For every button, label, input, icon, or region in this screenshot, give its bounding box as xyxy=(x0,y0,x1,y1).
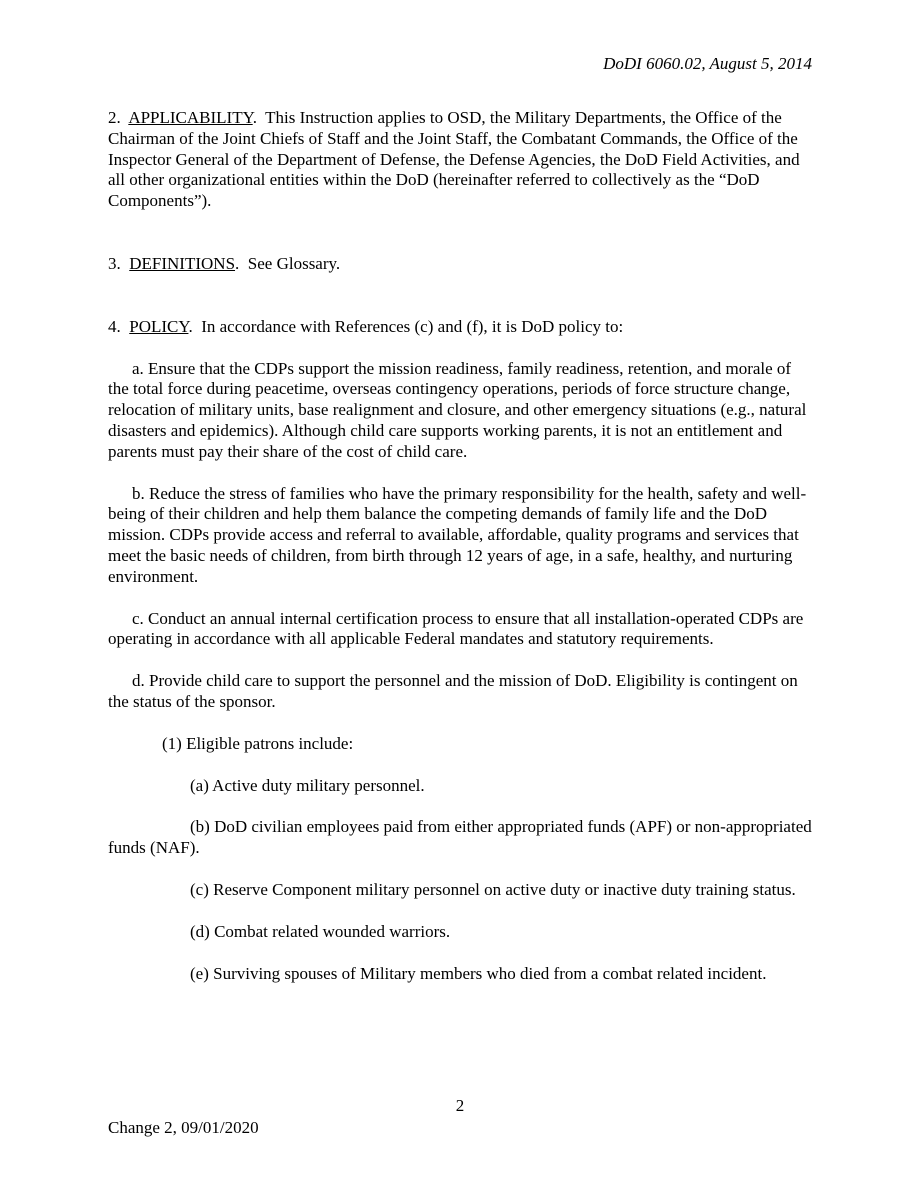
section-title: DEFINITIONS xyxy=(129,253,236,273)
section-number: 4. xyxy=(108,316,121,336)
policy-item-a: a. Ensure that the CDPs support the mission readiness, family readiness, retention, and morale of the total force during peacetime, overseas contingency operations, periods of force structure change, relocation of military units, base realignment and closure, and other emergency situations (e.g., natural disasters and epidemics). Although child care supports working parents, it is not an entitlement and parents must pay their share of the cost of child care. xyxy=(108,358,807,461)
policy-item-d1c: (c) Reserve Component military personnel on active duty or inactive duty training status. xyxy=(190,879,796,899)
page-number: 2 xyxy=(455,1096,465,1115)
section-number: 3. xyxy=(108,253,121,273)
policy-paragraph: 4. POLICY. In accordance with References (c) and (f), it is DoD policy to: xyxy=(108,316,624,336)
applicability-paragraph: 2. APPLICABILITY. This Instruction applies to OSD, the Military Departments, the Office of the Chairman of the Joint Chiefs of Staff and the Joint Staff, the Combatant Commands, the Office of the Inspector General of the Department of Defense, the Defense Agencies, the DoD Field Activities, and all other organizational entities within the DoD (hereinafter referred to collectively as the “DoD Components”). xyxy=(108,108,800,211)
definitions-paragraph: 3. DEFINITIONS. See Glossary. xyxy=(108,253,341,273)
section-number: 2. xyxy=(108,108,121,127)
policy-item-b: b. Reduce the stress of families who have the primary responsibility for the health, safety and well-being of their children and help them balance the competing demands of family life and the DoD mission. CDPs provide access and referral to available, affordable, quality programs and services that meet the basic needs of children, from birth through 12 years of age, in a safe, healthy, and nurturing environment. xyxy=(108,483,807,586)
section-text: See Glossary. xyxy=(247,253,341,273)
change-note: Change 2, 09/01/2020 xyxy=(108,1118,259,1137)
policy-item-d1a: (a) Active duty military personnel. xyxy=(190,775,425,795)
policy-item-d1e: (e) Surviving spouses of Military members who died from a combat related incident. xyxy=(190,963,767,983)
section-text: In accordance with References (c) and (f), it is DoD policy to: xyxy=(201,316,624,336)
policy-item-d1: (1) Eligible patrons include: xyxy=(162,733,354,753)
section-title: POLICY xyxy=(129,316,189,336)
policy-item-d1d: (d) Combat related wounded warriors. xyxy=(190,921,451,941)
policy-item-d: d. Provide child care to support the personnel and the mission of DoD. Eligibility is contingent on the status of the sponsor. xyxy=(108,671,798,711)
section-text: This Instruction applies to OSD, the Military Departments, the Office of the Chairman of the Joint Chiefs of Staff and the Joint Staff, the Combatant Commands, the Office of the Inspector General of the Department of Defense, the Defense Agencies, the DoD Field Activities, and all other organizational entities within the DoD (hereinafter referred to collectively as the “DoD Components”). xyxy=(108,108,800,211)
document-header: DoDI 6060.02, August 5, 2014 xyxy=(603,54,812,73)
document-body xyxy=(108,108,812,984)
policy-item-d1b: (b) DoD civilian employees paid from either appropriated funds (APF) or non-appropriated funds (NAF). xyxy=(108,817,812,858)
policy-item-c: c. Conduct an annual internal certification process to ensure that all installation-operated CDPs are operating in accordance with all applicable Federal mandates and statutory requirements. xyxy=(108,608,804,649)
section-title: APPLICABILITY xyxy=(128,108,253,127)
